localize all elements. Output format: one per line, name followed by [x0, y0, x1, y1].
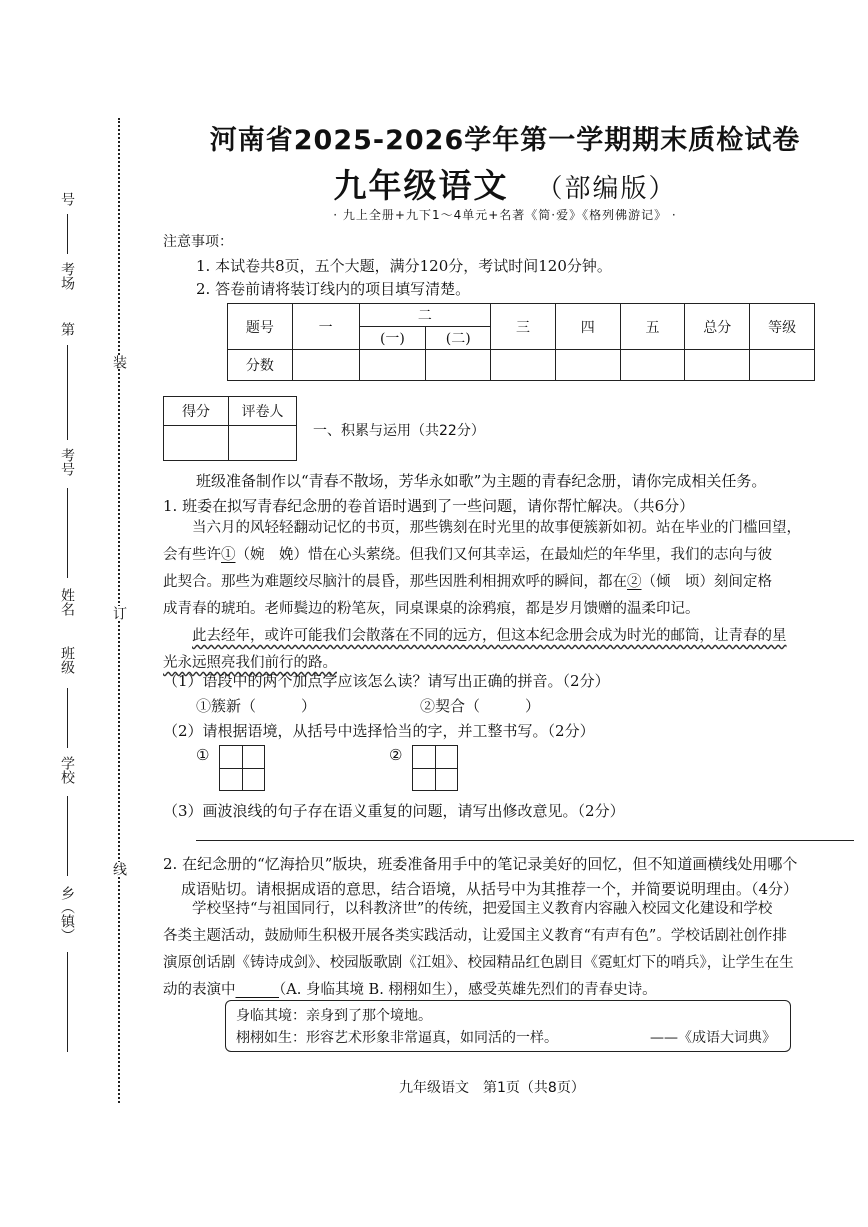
- score-cell[interactable]: [292, 350, 359, 381]
- passage-2-line-1: 学校坚持“与祖国同行，以科教济世”的传统，把爱国主义教育内容融入校园文化建设和学校: [192, 901, 773, 917]
- section1-title: 一、积累与运用（共22分）: [313, 423, 485, 439]
- col-2b: (二): [426, 327, 491, 350]
- text: （A. 身临其境 B. 栩栩如生），感受英雄先烈们的青春史诗。: [279, 982, 657, 998]
- subject-name: 九年级语文: [333, 166, 509, 205]
- passage-1-line-4: 成青春的琥珀。老师鬓边的粉笔灰，同桌课桌的涂鸦痕，都是岁月馈赠的温柔印记。: [163, 601, 700, 617]
- exam-scope: · 九上全册+九下1～4单元+名著《简·爱》《格列佛游记》 ·: [333, 208, 677, 222]
- passage-2-line-3: 演原创话剧《铸诗成剑》、校园版歌剧《江姐》、校园精品红色剧目《霓虹灯下的哨兵》，让学生在生: [163, 955, 794, 971]
- text: 惜在心头萦绕。但我们又何其幸运，在最灿烂的年华里，我们的志向与彼: [308, 547, 772, 563]
- subquestion-3: （3）画波浪线的句子存在语义重复的问题，请写出修改意见。（2分）: [163, 802, 625, 820]
- text: 会有些许: [163, 547, 221, 563]
- side-ding: 订: [111, 606, 127, 620]
- col-1: 一: [292, 304, 359, 350]
- blank-2: ②: [627, 574, 642, 590]
- score-table: [227, 303, 815, 381]
- question-1: 1. 班委在拟写青春纪念册的卷首语时遇到了一些问题，请你帮忙解决。（共6分）: [163, 497, 695, 515]
- passage-1: [163, 515, 855, 677]
- definition-1: 身临其境：亲身到了那个境地。: [236, 1008, 432, 1024]
- grader-reviewer-cell[interactable]: [229, 426, 297, 461]
- side-label-hao: 号: [59, 192, 75, 206]
- col-4: 四: [555, 304, 620, 350]
- subquestion-1: （1）语段中的两个加点字应该怎么读？请写出正确的拼音。（2分）: [163, 672, 610, 690]
- passage-2: [163, 896, 855, 1004]
- score-cell[interactable]: [685, 350, 750, 381]
- grader-table: [163, 396, 297, 461]
- question-2-line-1: 2. 在纪念册的“忆海拾贝”版块，班委准备用手中的笔记录美好的回忆，但不知道画横线处用哪个: [163, 855, 798, 873]
- wavy-sentence: 此去经年，或许可能我们会散落在不同的远方，但这本纪念册会成为时光的邮筒，让青春的星: [192, 628, 787, 644]
- side-blank-banji: [67, 688, 68, 748]
- writing-grid-2[interactable]: [412, 745, 458, 791]
- text: 刻间定格: [714, 574, 772, 590]
- label-tihao: 题号: [228, 304, 293, 350]
- wavy-sentence-end: 光永远照亮我们前行的路。: [163, 655, 337, 671]
- score-cell[interactable]: [359, 350, 426, 381]
- passage-1-line-1: 当六月的风轻轻翻动记忆的书页，那些镌刻在时光里的故事便簇新如初。站在毕业的门槛回望，: [192, 520, 801, 536]
- col-grade: 等级: [750, 304, 815, 350]
- question-2-line-2: 成语贴切。请根据成语的意思，结合语境，从括号中为其推荐一个，并简要说明理由。（4分）: [181, 880, 799, 898]
- text: 动的表演中: [163, 982, 236, 998]
- answer-line[interactable]: [196, 840, 854, 841]
- notice-heading: 注意事项：: [163, 234, 233, 250]
- grader-score-label: 得分: [164, 397, 229, 426]
- passage-1-line-5: [163, 623, 855, 650]
- idiom-definition-box: [225, 1000, 791, 1052]
- definition-2-row: [236, 1027, 780, 1049]
- score-cell[interactable]: [750, 350, 815, 381]
- side-label-xiangzhen: 乡（镇）: [59, 886, 75, 942]
- grader-reviewer-label: 评卷人: [229, 397, 297, 426]
- col-total: 总分: [685, 304, 750, 350]
- side-blank-kaohao: [67, 488, 68, 578]
- writing-grid-1[interactable]: [219, 745, 265, 791]
- col-2a: (一): [359, 327, 426, 350]
- side-blank-xiangzhen: [67, 952, 68, 1052]
- section1-intro: 班级准备制作以“青春不散场，芳华永如歌”为主题的青春纪念册，请你完成相关任务。: [196, 472, 767, 490]
- col-2: 二: [359, 304, 491, 327]
- passage-1-line-3: [163, 569, 855, 596]
- passage-2-line-2: 各类主题活动，鼓励师生积极开展各类实践活动，让爱国主义教育“有声有色”。学校话剧社创作排: [163, 928, 787, 944]
- side-xian: 线: [111, 862, 127, 876]
- exam-title: 河南省2025-2026学年第一学期期末质检试卷: [209, 125, 801, 156]
- grid-label-1: ①: [196, 746, 210, 764]
- definition-source: ——《成语大词典》: [650, 1030, 776, 1046]
- passage-1-line-2: [163, 542, 855, 569]
- score-cell[interactable]: [555, 350, 620, 381]
- side-zhuang: 装: [111, 355, 127, 369]
- text: 此契合。那些为难题绞尽脑汁的晨昏，那些因胜利相拥欢呼的瞬间，都在: [163, 574, 627, 590]
- definition-2: 栩栩如生：形容艺术形象非常逼真，如同活的一样。: [236, 1030, 558, 1046]
- score-cell[interactable]: [426, 350, 491, 381]
- notice-item-1: 1. 本试卷共8页，五个大题，满分120分，考试时间120分钟。: [196, 257, 612, 275]
- grader-score-cell[interactable]: [164, 426, 229, 461]
- grid-label-2: ②: [389, 746, 403, 764]
- side-label-xingming: 姓名: [59, 588, 75, 616]
- page-footer: 九年级语文 第1页（共8页）: [399, 1080, 585, 1096]
- side-blank-hao: [67, 214, 68, 254]
- side-label-banji: 班级: [59, 646, 75, 674]
- col-3: 三: [491, 304, 556, 350]
- pinyin-blank-2[interactable]: ②契合（ ）: [420, 697, 541, 715]
- pinyin-blank-1[interactable]: ①簇新（ ）: [196, 697, 317, 715]
- side-blank-xuexiao: [67, 796, 68, 876]
- score-cell[interactable]: [620, 350, 685, 381]
- col-5: 五: [620, 304, 685, 350]
- side-label-kaohao: 考号: [59, 448, 75, 476]
- blank-1: ①: [221, 547, 236, 563]
- idiom-blank[interactable]: [236, 982, 280, 998]
- notice-item-2: 2. 答卷前请将装订线内的项目填写清楚。: [196, 280, 471, 298]
- options-2: （倾 顷）: [641, 574, 714, 590]
- exam-subject: [160, 160, 850, 207]
- score-cell[interactable]: [491, 350, 556, 381]
- subquestion-2: （2）请根据语境，从括号中选择恰当的字，并工整书写。（2分）: [163, 722, 595, 740]
- side-label-di: 第: [59, 322, 75, 336]
- side-label-xuexiao: 学校: [59, 756, 75, 784]
- side-blank-kaochang: [67, 345, 68, 440]
- options-1: （婉 娩）: [235, 547, 308, 563]
- side-label-kaochang: 考场: [59, 262, 75, 290]
- label-fenshu: 分数: [228, 350, 293, 381]
- edition: （部编版）: [536, 174, 677, 204]
